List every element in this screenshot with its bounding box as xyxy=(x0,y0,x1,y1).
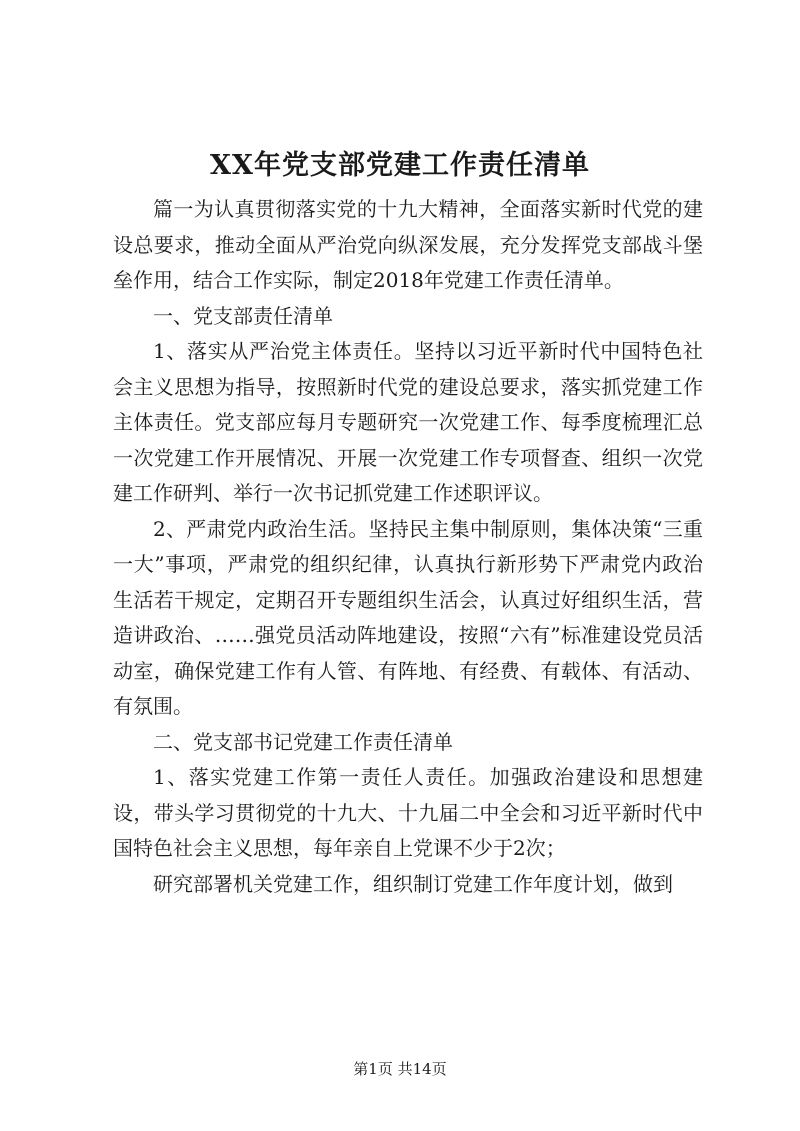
section-heading-2: 二、党支部书记党建工作责任清单 xyxy=(153,729,453,754)
section-heading-1: 一、党支部责任清单 xyxy=(153,303,333,328)
paragraph-intro: 篇一为认真贯彻落实党的十九大精神，全面落实新时代党的建设总要求，推动全面从严治党向纵深发展，充分发挥党支部战斗堡垒作用，结合工作实际，制定2018年党建工作责任清单。 xyxy=(113,197,703,292)
paragraph-1-1: 1、落实从严治党主体责任。坚持以习近平新时代中国特色社会主义思想为指导，按照新时代党的建设总要求，落实抓党建工作主体责任。党支部应每月专题研究一次党建工作、每季度梳理汇总一次党建工作开展情况、开展一次党建工作专项督查、组织一次党建工作研判、举行一次书记抓党建工作述职评议。 xyxy=(113,339,703,505)
document-title: XX年党支部党建工作责任清单 xyxy=(210,150,590,181)
page-footer: 第1页 共14页 xyxy=(353,1060,447,1078)
paragraph-2-1: 1、落实党建工作第一责任人责任。加强政治建设和思想建设，带头学习贯彻党的十九大、十九届二中全会和习近平新时代中国特色社会主义思想，每年亲自上党课不少于2次； xyxy=(113,765,703,860)
paragraph-1-2: 2、严肃党内政治生活。坚持民主集中制原则，集体决策“三重一大”事项，严肃党的组织纪律，认真执行新形势下严肃党内政治生活若干规定，定期召开专题组织生活会，认真过好组织生活，营造讲政治、……强党员活动阵地建设，按照“六有”标准建设党员活动室，确保党建工作有人管、有阵地、有经费、有载体、有活动、有氛围。 xyxy=(113,516,703,718)
paragraph-2-2: 研究部署机关党建工作，组织制订党建工作年度计划，做到 xyxy=(153,871,673,896)
document-body xyxy=(113,192,703,902)
